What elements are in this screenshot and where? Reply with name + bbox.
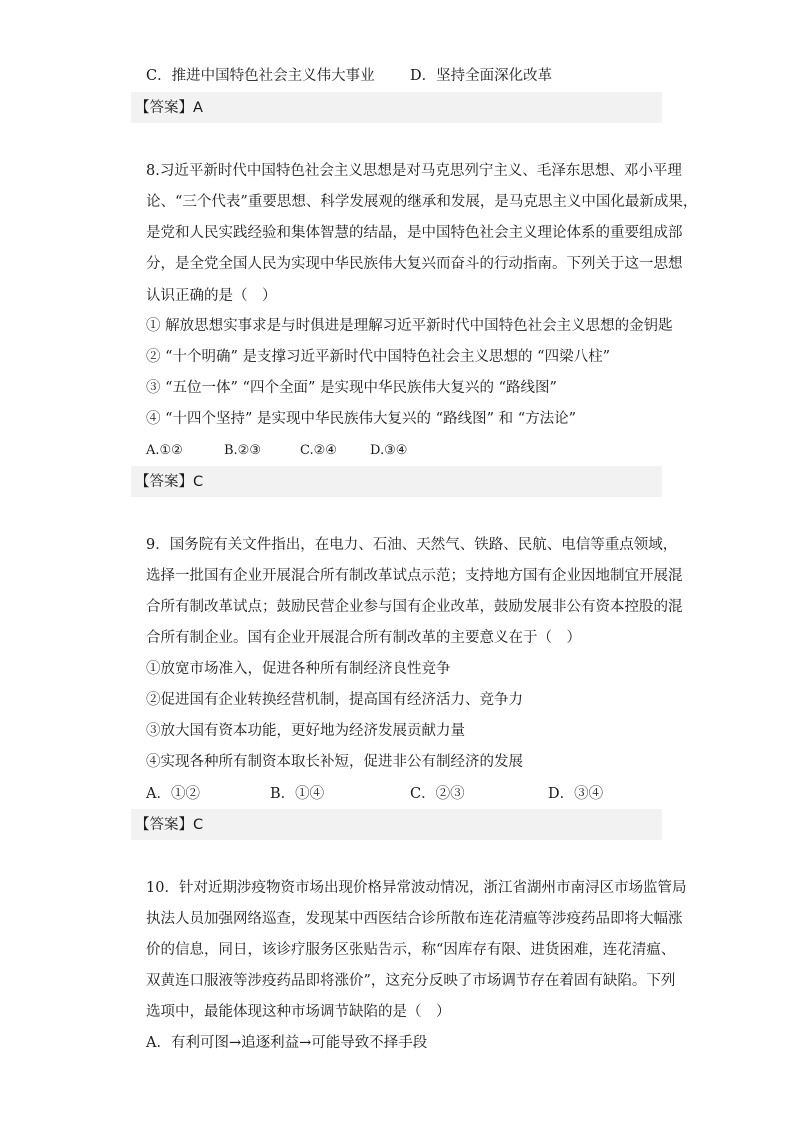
- q9-stem-line-2: 选择一批国有企业开展混合所有制改革试点示范；支持地方国有企业因地制宜开展混: [146, 568, 683, 584]
- q9-option-a: A．①②: [146, 786, 200, 802]
- q9-stem-line-1: 9．国务院有关文件指出，在电力、石油、天然气、铁路、民航、电信等重点领域，: [146, 537, 678, 553]
- q8-stem-line-3: 是党和人民实践经验和集体智慧的结晶，是中国特色社会主义理论体系的重要组成部: [146, 225, 683, 241]
- q8-stem-line-5: 认识正确的是（ ）: [146, 288, 277, 304]
- q9-option-d: D．③④: [548, 786, 604, 802]
- q9-item-4: ④实现各种所有制资本取长补短，促进非公有制经济的发展: [146, 754, 523, 770]
- q8-answer-bar: [131, 466, 662, 497]
- q8-stem-line-1: 8.习近平新时代中国特色社会主义思想是对马克思列宁主义、毛泽东思想、邓小平理: [146, 163, 682, 179]
- q8-item-4: ④ “十四个坚持” 是实现中华民族伟大复兴的 “路线图” 和 “方法论”: [146, 411, 577, 427]
- q10-stem-line-1: 10．针对近期涉疫物资市场出现价格异常波动情况，浙江省湖州市南浔区市场监管局: [146, 880, 687, 896]
- q9-item-2: ②促进国有企业转换经营机制，提高国有经济活力、竞争力: [146, 692, 523, 708]
- q10-stem-line-2: 执法人员加强网络巡查，发现某中西医结合诊所散布连花清瘟等涉疫药品即将大幅涨: [146, 911, 683, 927]
- q9-item-3: ③放大国有资本功能，更好地为经济发展贡献力量: [146, 723, 465, 739]
- q7-option-d: D．坚持全面深化改革: [410, 68, 553, 84]
- q8-answer: 【答案】C: [135, 474, 204, 490]
- q9-stem-line-4: 合所有制企业。国有企业开展混合所有制改革的主要意义在于（ ）: [146, 630, 581, 646]
- q9-stem-line-3: 合所有制改革试点；鼓励民营企业参与国有企业改革，鼓励发展非公有资本控股的混: [146, 599, 683, 615]
- q8-item-3: ③ “五位一体” “四个全面” 是实现中华民族伟大复兴的 “路线图”: [146, 380, 557, 396]
- q9-answer: 【答案】C: [135, 817, 204, 833]
- q8-option-c: C.②④: [300, 443, 337, 458]
- q8-option-b: B.②③: [224, 443, 261, 458]
- q9-options-row: [146, 784, 604, 804]
- q7-answer: 【答案】A: [135, 100, 203, 116]
- q10-stem-line-4: 双黄连口服液等涉疫药品即将涨价”，这充分反映了市场调节存在着固有缺陷。下列: [146, 973, 676, 989]
- q7-options-row: [146, 66, 553, 86]
- q8-item-1: ① 解放思想实事求是与时俱进是理解习近平新时代中国特色社会主义思想的金钥匙: [146, 318, 673, 334]
- q10-stem-line-5: 选项中，最能体现这种市场调节缺陷的是（ ）: [146, 1004, 451, 1020]
- q9-option-b: B．①④: [270, 786, 325, 802]
- q7-option-c: C．推进中国特色社会主义伟大事业: [146, 68, 375, 84]
- q8-option-d: D.③④: [370, 443, 408, 458]
- q9-answer-bar: [131, 809, 662, 840]
- q8-item-2: ② “十个明确” 是支撑习近平新时代中国特色社会主义思想的 “四梁八柱”: [146, 349, 610, 365]
- q8-stem-line-2: 论、“三个代表”重要思想、科学发展观的继承和发展，是马克思主义中国化最新成果，: [146, 194, 698, 210]
- q8-options-row: [146, 441, 408, 461]
- q7-answer-bar: [131, 92, 662, 123]
- q10-stem-line-3: 价的信息，同日，该诊疗服务区张贴告示，称“因库存有限、进货困难，连花清瘟、: [146, 942, 676, 958]
- q8-option-a: A.①②: [146, 443, 183, 458]
- q9-item-1: ①放宽市场准入，促进各种所有制经济良性竞争: [146, 661, 451, 677]
- q8-stem-line-4: 分，是全党全国人民为实现中华民族伟大复兴而奋斗的行动指南。下列关于这一思想: [146, 256, 683, 272]
- q9-option-c: C．②③: [410, 786, 465, 802]
- q10-option-a: A．有利可图→追逐利益→可能导致不择手段: [146, 1035, 428, 1051]
